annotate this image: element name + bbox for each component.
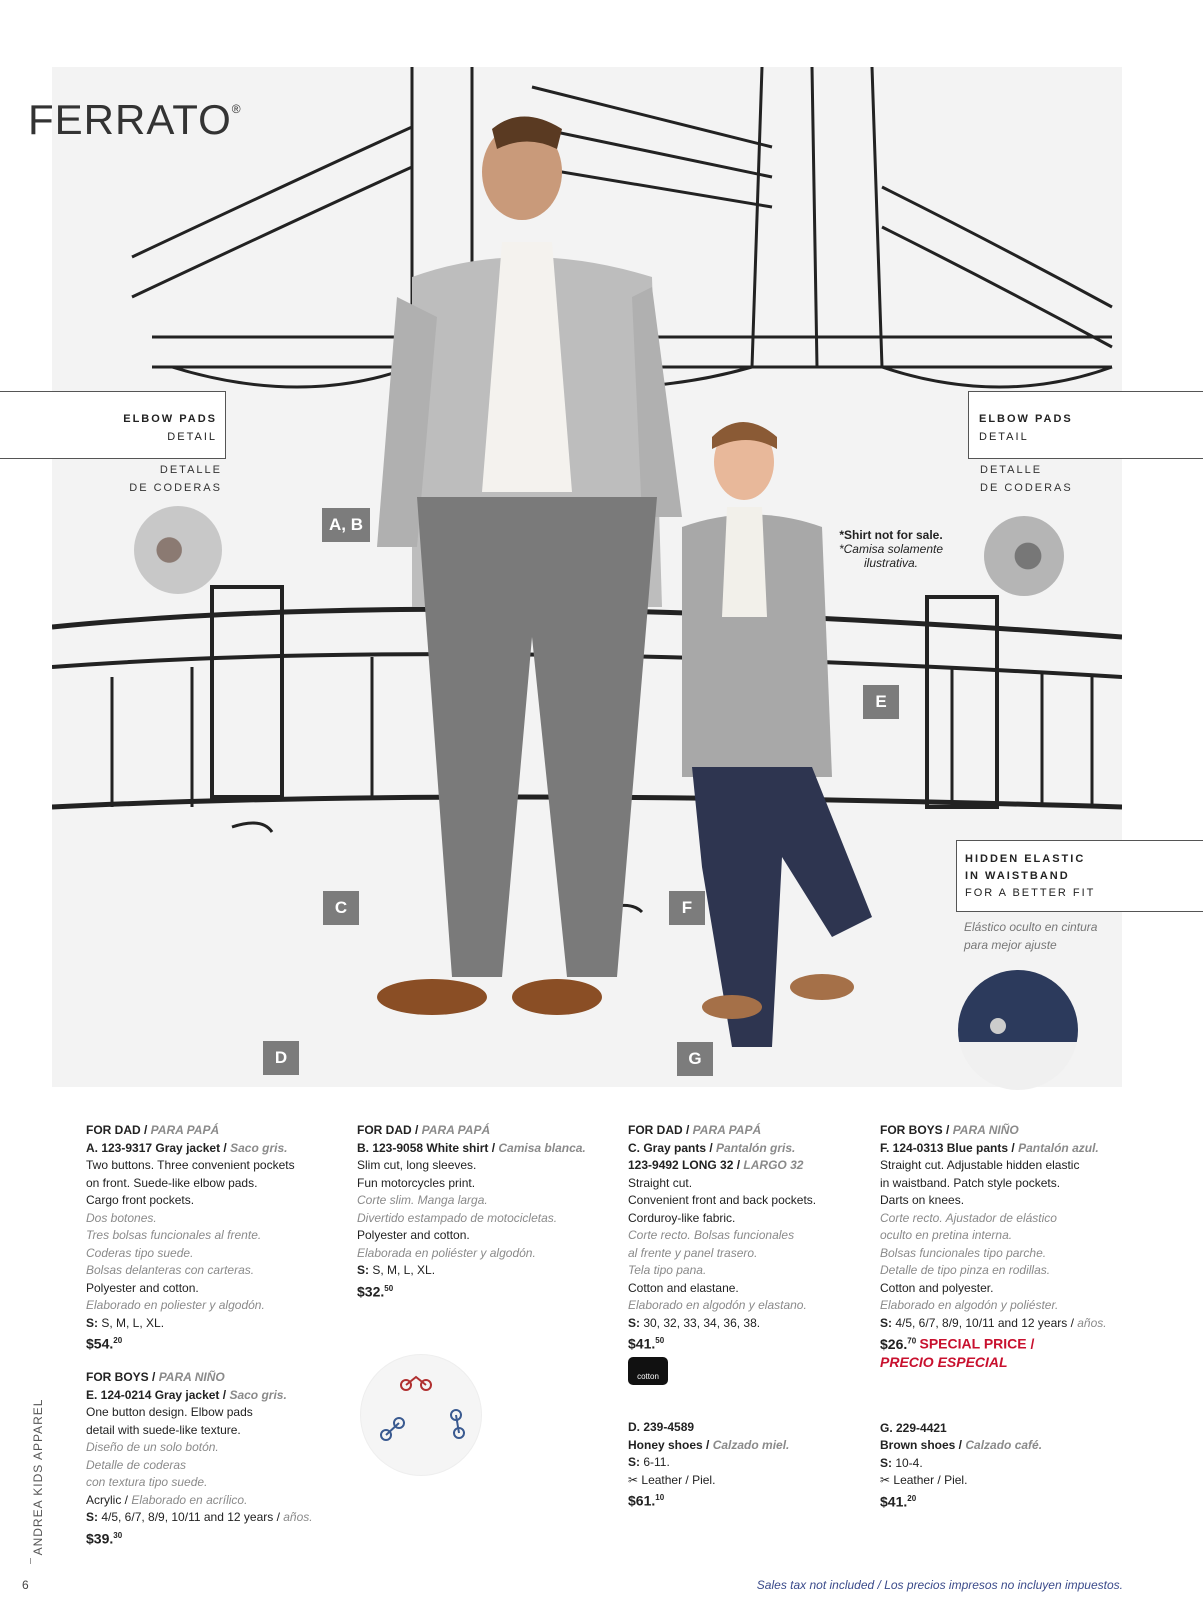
price-e: $39.30 xyxy=(86,1530,123,1547)
tag-g: G xyxy=(677,1042,713,1076)
product-b: FOR DAD / PARA PAPÁ B. 123-9058 White shirt / Camisa blanca. Slim cut, long sleeves. Fun motorcycles print. Corte slim. Manga larga. Divertido estampado de motocicletas. Polyester and cotton. Elaborada en poliéster y algodón. S: S, M, L, XL. $32.50 xyxy=(357,1122,607,1301)
tag-f: F xyxy=(669,891,705,925)
product-a: FOR DAD / PARA PAPÁ A. 123-9317 Gray jacket / Saco gris. Two buttons. Three convenient pockets on front. Suede-like elbow pads. Cargo front pockets. Dos botones. Tres bolsas funcionales al frente. Coderas tipo suede. Bolsas delanteras con carteras. Polyester and cotton. Elaborado en poliester y algodón. S: S, M, L, XL. $54.20 xyxy=(86,1122,336,1353)
waist-caption-es: Elástico oculto en cintura para mejor ajuste xyxy=(964,920,1098,952)
elbow-left-sub: DETAIL xyxy=(167,431,217,443)
elbow-right-caption-es: DETALLE DE CODERAS xyxy=(980,464,1073,494)
page-number: 6 xyxy=(22,1578,29,1592)
elbow-pads-right-box xyxy=(968,391,1203,459)
leather-icon: ✂ xyxy=(880,1473,894,1488)
product-column-4 xyxy=(880,1122,1140,1511)
tag-ab: A, B xyxy=(322,508,370,542)
waistband-detail-photo xyxy=(958,970,1078,1090)
tag-c: C xyxy=(323,891,359,925)
product-column-3 xyxy=(628,1122,878,1510)
product-d: D. 239-4589 Honey shoes / Calzado miel. S: 6-11. ✂ Leather / Piel. $61.10 xyxy=(628,1419,878,1510)
shirt-note: *Shirt not for sale. *Camisa solamente ilustrativa. xyxy=(838,528,944,570)
waist-title-2: IN WAISTBAND xyxy=(965,870,1070,882)
special-price-label-es: PRECIO ESPECIAL xyxy=(880,1354,1008,1371)
price-d: $61.10 xyxy=(628,1492,665,1509)
hidden-elastic-box xyxy=(956,840,1203,912)
waist-sub: FOR A BETTER FIT xyxy=(965,887,1096,899)
shirt-print-detail-photo xyxy=(360,1354,482,1476)
tax-disclaimer: Sales tax not included / Los precios impresos no incluyen impuestos. xyxy=(756,1578,1123,1592)
elbow-right-sub: DETAIL xyxy=(979,431,1029,443)
price-c: $41.50 xyxy=(628,1335,665,1352)
cotton-logo-icon: cotton xyxy=(628,1357,668,1385)
elbow-right-title: ELBOW PADS xyxy=(979,413,1073,425)
special-price-label: SPECIAL PRICE / xyxy=(919,1335,1035,1352)
tag-e: E xyxy=(863,685,899,719)
product-e: FOR BOYS / PARA NIÑO E. 124-0214 Gray jacket / Saco gris. One button design. Elbow pads detail with suede-like texture. Diseño de un solo botón. Detalle de coderas con textura tipo suede. Acrylic / Elaborado en acrílico. S: 4/5, 6/7, 8/9, 10/11 and 12 years / años. $39.30 xyxy=(86,1369,336,1548)
elbow-detail-right-photo xyxy=(984,516,1064,596)
price-a: $54.20 xyxy=(86,1335,123,1352)
price-g: $41.20 xyxy=(880,1493,917,1510)
elbow-left-title: ELBOW PADS xyxy=(123,413,217,425)
side-divider xyxy=(30,1558,31,1564)
elbow-pads-left-box xyxy=(0,391,226,459)
motorcycle-print-icon xyxy=(361,1355,481,1475)
tag-d: D xyxy=(263,1041,299,1075)
waist-title-1: HIDDEN ELASTIC xyxy=(965,853,1086,865)
boy-figure xyxy=(682,422,872,1047)
dad-figure xyxy=(377,117,682,1016)
brand-logo: FERRATO® xyxy=(28,96,242,143)
product-column-1 xyxy=(86,1122,336,1548)
product-c: FOR DAD / PARA PAPÁ C. Gray pants / Pantalón gris. 123-9492 LONG 32 / LARGO 32 Straight cut. Convenient front and back pockets. Corduroy-like fabric. Corte recto. Bolsas funcionales al frente y panel trasero. Tela tipo pana. Cotton and elastane. Elaborado en algodón y elastano. S: 30, 32, 33, 34, 36, 38. $41.50 cotton xyxy=(628,1122,878,1385)
leather-icon: ✂ xyxy=(628,1472,642,1487)
product-g: G. 229-4421 Brown shoes / Calzado café. S: 10-4. ✂ Leather / Piel. $41.20 xyxy=(880,1420,1140,1511)
price-b: $32.50 xyxy=(357,1283,394,1300)
elbow-detail-left-photo xyxy=(134,506,222,594)
product-column-2 xyxy=(357,1122,607,1301)
elbow-left-caption-es: DETALLE DE CODERAS xyxy=(129,464,222,494)
side-catalog-label: ANDREA KIDS APPAREL xyxy=(31,1398,45,1556)
product-f: FOR BOYS / PARA NIÑO F. 124-0313 Blue pants / Pantalón azul. Straight cut. Adjustable hidden elastic in waistband. Patch style pockets. Darts on knees. Corte recto. Ajustador de elástico oculto en pretina interna. Bolsas funcionales tipo parche. Detalle de tipo pinza en rodillas. Cotton and polyester. Elaborado en algodón y poliéster. S: 4/5, 6/7, 8/9, 10/11 and 12 years / años. $26.70 SPECIAL PRICE / PRECIO ESPECIAL xyxy=(880,1122,1140,1372)
price-f: $26.70 xyxy=(880,1335,917,1352)
